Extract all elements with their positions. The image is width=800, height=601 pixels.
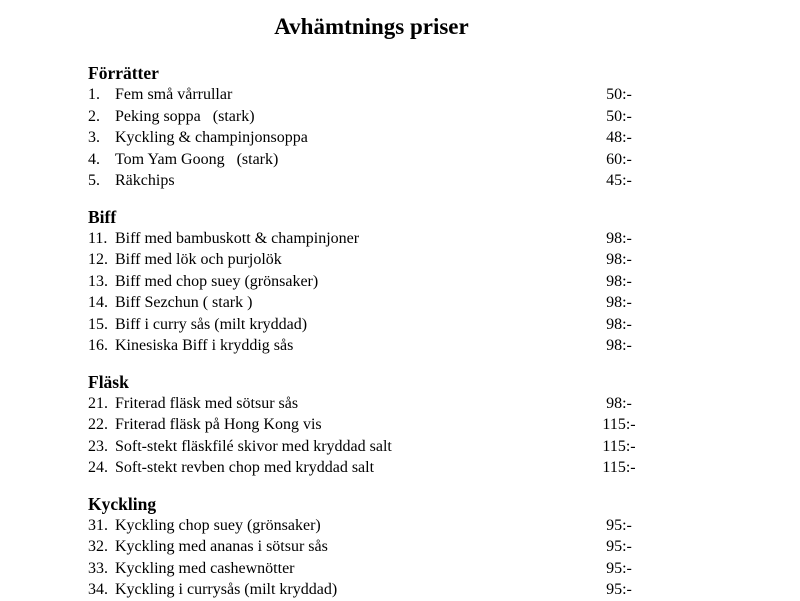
- item-name: Peking soppa (stark): [115, 107, 255, 125]
- menu-item-row: [88, 84, 655, 106]
- section-heading: Fläsk: [88, 371, 129, 392]
- item-number: 31.: [88, 516, 108, 534]
- menu-item-row: [88, 314, 655, 336]
- item-number: 3.: [88, 129, 100, 146]
- item-name: Biff med lök och purjolök: [115, 251, 282, 268]
- item-price: 98:-: [606, 337, 632, 354]
- menu-section-flask: [88, 371, 655, 479]
- menu-section-kyckling: [88, 493, 655, 601]
- item-name: Kyckling chop suey (grönsaker): [115, 516, 321, 534]
- item-number: 21.: [88, 394, 108, 412]
- item-number: 32.: [88, 538, 108, 555]
- item-name: Biff med chop suey (grönsaker): [115, 272, 319, 290]
- menu-item-row: [88, 457, 655, 479]
- menu-item-row: [88, 149, 655, 171]
- item-price: 95:-: [606, 538, 632, 555]
- item-price: 95:-: [606, 516, 632, 534]
- item-name: Friterad fläsk på Hong Kong vis: [115, 416, 322, 433]
- menu-item-row: [88, 536, 655, 558]
- item-name: Soft-stekt revben chop med kryddad salt: [115, 459, 375, 476]
- menu-item-row: [88, 271, 655, 293]
- menu-item-row: [88, 335, 655, 357]
- item-name: Kinesiska Biff i kryddig sås: [115, 337, 294, 354]
- menu-item-row: [88, 170, 655, 192]
- item-number: 2.: [88, 107, 100, 125]
- item-name: Räkchips: [115, 172, 175, 189]
- menu-section-forratter: [88, 62, 655, 192]
- item-price: 98:-: [606, 315, 632, 333]
- item-price: 48:-: [606, 129, 632, 146]
- item-price: 98:-: [606, 251, 632, 268]
- item-price: 50:-: [606, 107, 632, 125]
- item-name: Kyckling i currysås (milt kryddad): [115, 581, 338, 598]
- menu-item-row: [88, 414, 655, 436]
- section-heading: Biff: [88, 206, 117, 227]
- item-name: Kyckling med ananas i sötsur sås: [115, 538, 328, 555]
- menu-item-row: [88, 515, 655, 537]
- menu-item-row: [88, 249, 655, 271]
- item-price: 115:-: [602, 437, 636, 455]
- item-number: 5.: [88, 172, 100, 189]
- item-price: 50:-: [606, 86, 632, 103]
- section-heading: Förrätter: [88, 63, 159, 83]
- item-number: 11.: [88, 229, 108, 247]
- menu-section-biff: [88, 206, 655, 357]
- menu-item-row: [88, 292, 655, 314]
- item-number: 1.: [88, 86, 100, 103]
- menu-item-row: [88, 106, 655, 128]
- item-number: 15.: [88, 315, 108, 333]
- item-name: Friterad fläsk med sötsur sås: [115, 394, 299, 412]
- item-number: 22.: [88, 416, 108, 433]
- item-price: 98:-: [606, 394, 632, 412]
- item-price: 115:-: [602, 416, 636, 433]
- item-name: Biff med bambuskott & champinjoner: [115, 229, 360, 247]
- menu-page: [88, 0, 655, 601]
- menu-item-row: [88, 393, 655, 415]
- menu-item-row: [88, 579, 655, 601]
- menu-item-row: [88, 558, 655, 580]
- menu-item-row: [88, 127, 655, 149]
- menu-item-row: [88, 228, 655, 250]
- menu-item-row: [88, 436, 655, 458]
- section-heading: Kyckling: [88, 493, 157, 514]
- item-number: 24.: [88, 459, 108, 476]
- item-price: 98:-: [606, 229, 632, 247]
- item-number: 14.: [88, 294, 108, 311]
- item-number: 4.: [88, 150, 100, 168]
- item-price: 95:-: [606, 559, 632, 577]
- item-number: 34.: [88, 581, 108, 598]
- item-name: Kyckling & champinjonsoppa: [115, 129, 308, 146]
- item-number: 16.: [88, 337, 108, 354]
- item-number: 23.: [88, 437, 108, 455]
- item-price: 98:-: [606, 294, 632, 311]
- item-price: 115:-: [602, 459, 636, 476]
- item-name: Biff Sezchun ( stark ): [115, 294, 253, 311]
- item-price: 98:-: [606, 272, 632, 290]
- item-number: 33.: [88, 559, 108, 577]
- item-price: 45:-: [606, 172, 632, 189]
- item-price: 95:-: [606, 581, 632, 598]
- item-name: Soft-stekt fläskfilé skivor med kryddad salt: [115, 437, 392, 455]
- item-price: 60:-: [606, 150, 632, 168]
- page-title: Avhämtnings priser: [274, 14, 469, 39]
- item-name: Biff i curry sås (milt kryddad): [115, 315, 308, 333]
- item-number: 13.: [88, 272, 108, 290]
- item-name: Fem små vårrullar: [115, 86, 233, 103]
- item-name: Kyckling med cashewnötter: [115, 559, 295, 577]
- item-number: 12.: [88, 251, 108, 268]
- item-name: Tom Yam Goong (stark): [115, 150, 279, 168]
